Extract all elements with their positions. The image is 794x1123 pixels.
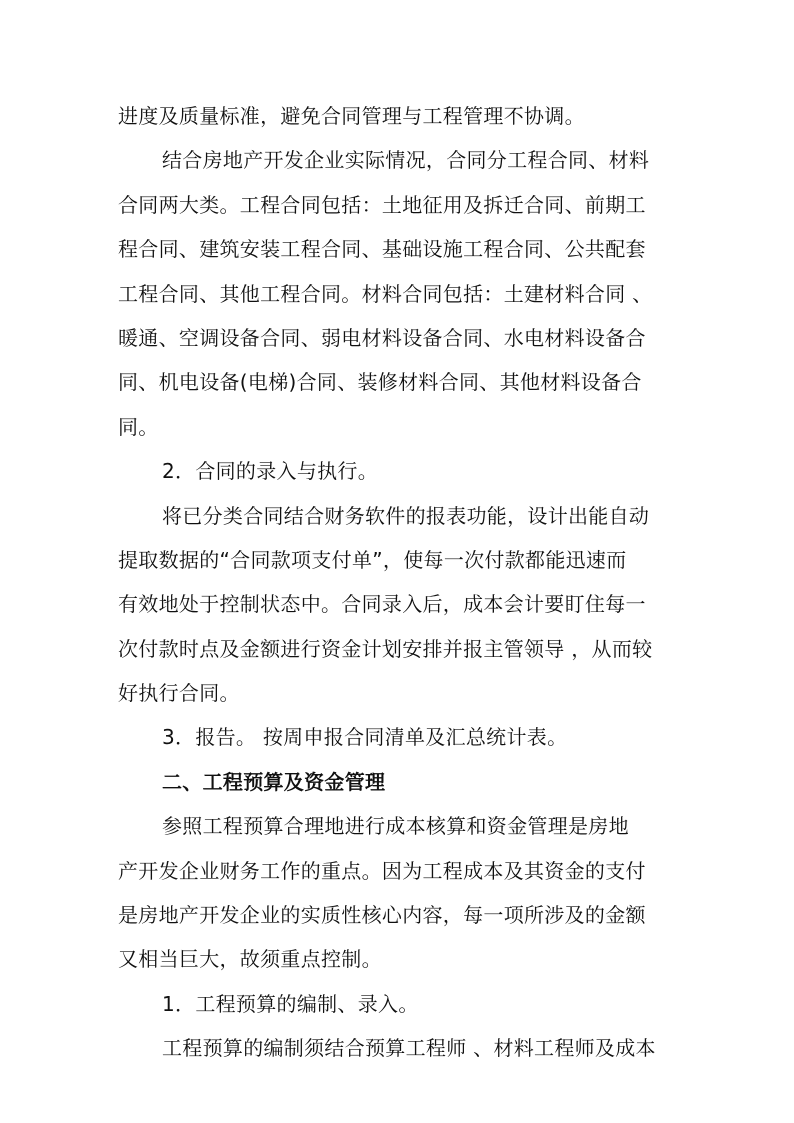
paragraph-line: 结合房地产开发企业实际情况，合同分工程合同、材料 bbox=[162, 148, 650, 173]
paragraph-line: 又相当巨大，故须重点控制。 bbox=[118, 947, 382, 972]
paragraph-line: 同。 bbox=[118, 414, 159, 439]
paragraph-line: 工程合同、其他工程合同。材料合同包括：土建材料合同 、 bbox=[118, 281, 653, 306]
document-page bbox=[118, 94, 678, 1071]
paragraph-line: 程合同、建筑安装工程合同、基础设施工程合同、公共配套 bbox=[118, 237, 646, 262]
paragraph-line: 次付款时点及金额进行资金计划安排并报主管领导 ，从而较 bbox=[118, 636, 653, 661]
paragraph-line: 工程预算的编制须结合预算工程师 、材料工程师及成本 bbox=[162, 1036, 656, 1061]
paragraph-line: 参照工程预算合理地进行成本核算和资金管理是房地 bbox=[162, 814, 629, 839]
paragraph-line: 同、机电设备(电梯)合同、装修材料合同、其他材料设备合 bbox=[118, 370, 642, 395]
paragraph-continuation-line: 进度及质量标准，避免合同管理与工程管理不协调。 bbox=[118, 104, 585, 128]
paragraph-line: 是房地产开发企业的实质性核心内容，每一项所涉及的金额 bbox=[118, 903, 646, 928]
paragraph-line: 将已分类合同结合财务软件的报表功能，设计出能自动 bbox=[162, 503, 650, 528]
section-item-heading: 2．合同的录入与执行。 bbox=[162, 459, 379, 484]
section-item-heading: 3．报告。 按周申报合同清单及汇总统计表。 bbox=[162, 725, 568, 750]
paragraph-line: 有效地处于控制状态中。合同录入后，成本会计要盯住每一 bbox=[118, 592, 646, 617]
section-item-heading: 1．工程预算的编制、录入。 bbox=[162, 991, 419, 1016]
paragraph-line: 好执行合同。 bbox=[118, 681, 240, 706]
paragraph-line: 合同两大类。工程合同包括：土地征用及拆迁合同、前期工 bbox=[118, 192, 646, 217]
section-heading: 二、工程预算及资金管理 bbox=[162, 769, 386, 794]
paragraph-line: 提取数据的“合同款项支付单”，使每一次付款都能迅速而 bbox=[118, 547, 627, 572]
paragraph-line: 产开发企业财务工作的重点。因为工程成本及其资金的支付 bbox=[118, 858, 646, 883]
paragraph-line: 暖通、空调设备合同、弱电材料设备合同、水电材料设备合 bbox=[118, 325, 646, 350]
